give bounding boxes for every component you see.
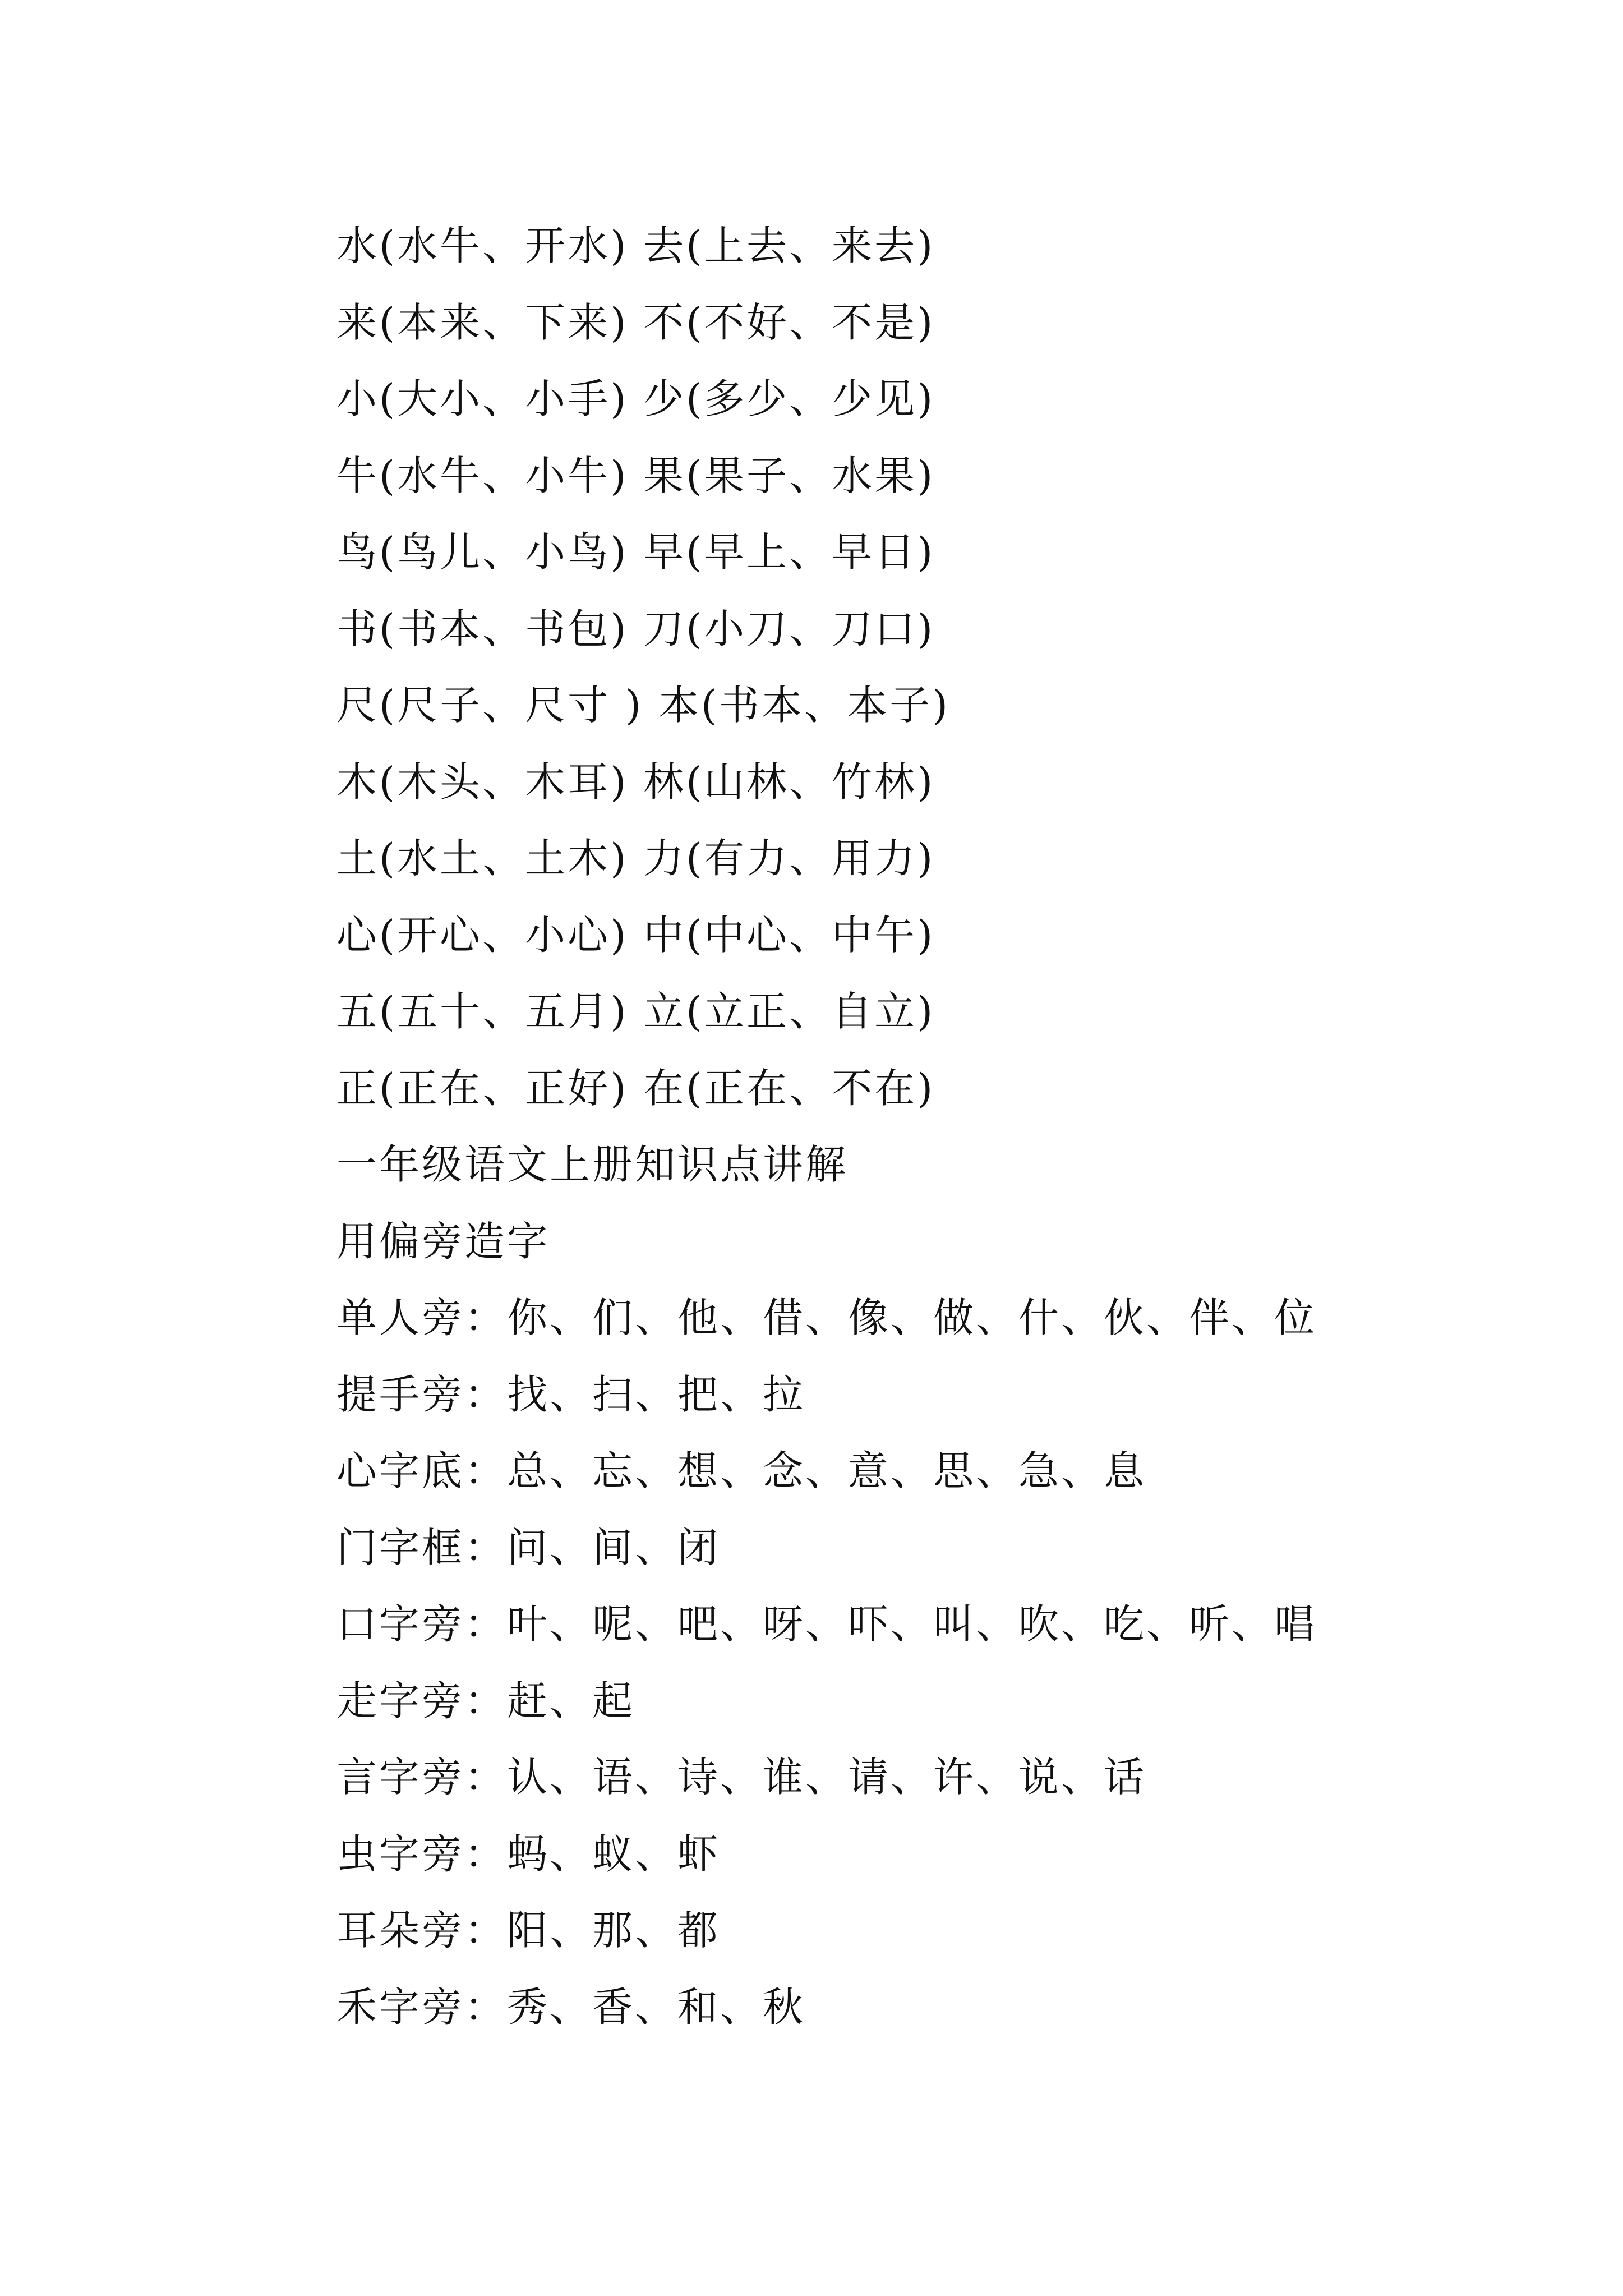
- word-pair-line: 鸟(鸟儿、小鸟) 早(早上、早日): [336, 528, 935, 576]
- word-pair-line: 小(大小、小手) 少(多少、少见): [336, 375, 935, 422]
- radical-line: 走字旁：赶、起: [336, 1677, 635, 1724]
- radical-line: 虫字旁：蚂、蚁、虾: [336, 1830, 721, 1878]
- word-pair-line: 木(木头、木耳) 林(山林、竹林): [336, 758, 935, 806]
- radical-line: 禾字旁：秀、香、和、秋: [336, 1983, 806, 2031]
- radical-line: 口字旁：叶、呢、吧、呀、吓、叫、吹、吃、听、唱: [336, 1600, 1317, 1648]
- word-pair-line: 土(水土、土木) 力(有力、用力): [336, 835, 935, 882]
- radical-line: 门字框：问、间、闭: [336, 1524, 721, 1571]
- word-pair-line: 书(书本、书包) 刀(小刀、刀口): [336, 605, 935, 652]
- word-pair-line: 正(正在、正好) 在(正在、不在): [336, 1064, 935, 1112]
- radical-line: 耳朵旁：阳、那、都: [336, 1907, 721, 1954]
- section-heading: 一年级语文上册知识点讲解: [336, 1141, 849, 1188]
- radical-line: 心字底：总、忘、想、念、意、思、急、息: [336, 1447, 1147, 1494]
- word-pair-line: 水(水牛、开水) 去(上去、来去): [336, 222, 935, 269]
- subsection-heading: 用偏旁造字: [336, 1217, 550, 1265]
- word-pair-line: 心(开心、小心) 中(中心、中午): [336, 911, 935, 959]
- word-pair-line: 五(五十、五月) 立(立正、自立): [336, 988, 935, 1035]
- text-body: [336, 208, 1514, 2045]
- radical-line: 提手旁：找、扫、把、拉: [336, 1370, 806, 1418]
- word-pair-line: 尺(尺子、尺寸 ) 本(书本、本子): [336, 682, 951, 729]
- radical-line: 单人旁：你、们、他、借、像、做、什、伙、伴、位: [336, 1294, 1317, 1341]
- word-pair-line: 牛(水牛、小牛) 果(果子、水果): [336, 452, 935, 499]
- radical-line: 言字旁：认、语、诗、谁、请、许、说、话: [336, 1754, 1147, 1801]
- word-pair-line: 来(本来、下来) 不(不好、不是): [336, 298, 935, 346]
